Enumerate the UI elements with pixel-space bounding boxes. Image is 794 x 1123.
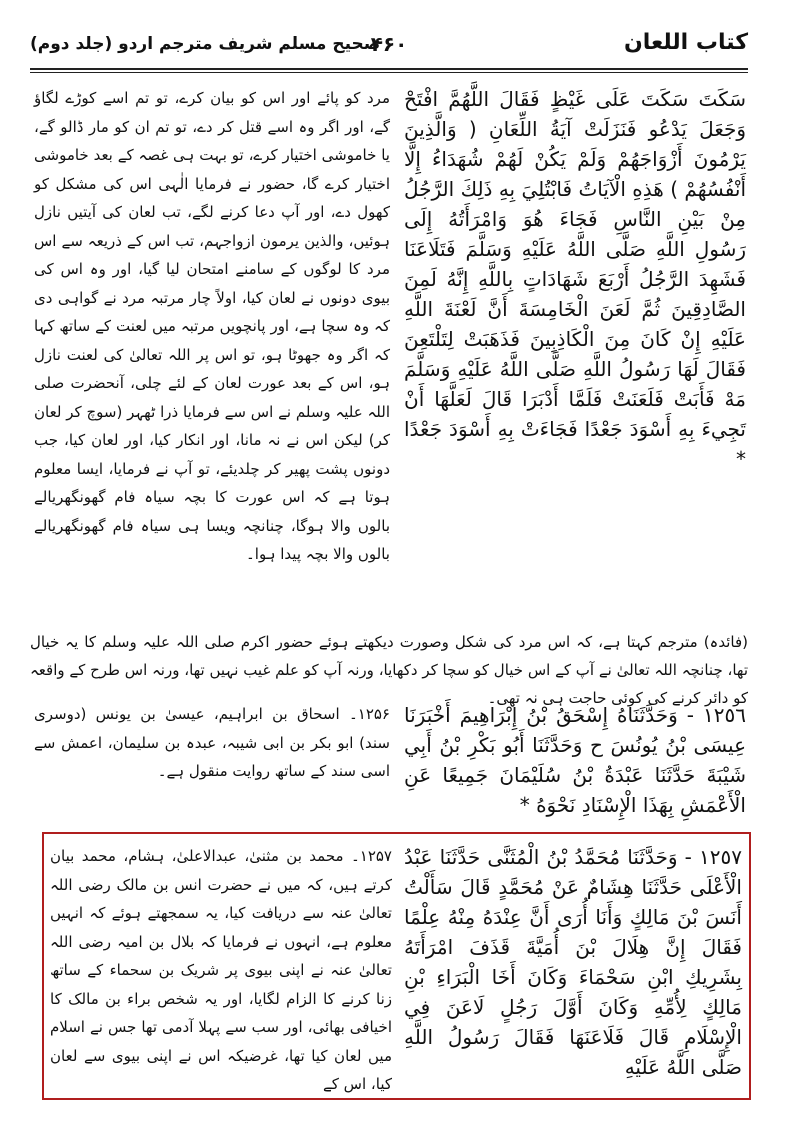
arabic-paragraph: ١٢٥٦ - وَحَدَّثَنَاهُ إِسْحَقُ بْنُ إِبْرَاهِيمَ أَخْبَرَنَا عِيسَى بْنُ يُونُسَ ح وَحَدَّثَنَا أَبُو بَكْرِ بْنُ أَبِي شَيْبَةَ حَدَّثَنَا عَبْدَةُ بْنُ سُلَيْمَانَ جَمِيعًا عَنِ الْأَعْمَشِ بِهَذَا الْإِسْنَادِ نَحْوَهُ * [404, 703, 746, 817]
header-rule [30, 68, 748, 70]
translator-note: (فائدہ) مترجم کہتا ہے، کہ اس مرد کی شکل وصورت دیکھتے ہوئے حضور اکرم صلی اللہ علیہ وسلم کا یہ خیال تھا، چنانچہ اللہ تعالیٰ نے آپ کے اس خیال کو سچا کر دکھایا، ورنہ آپ کو علم غیب نہیں تھا، ورنہ اس طرح کے واقعہ کو دائر کرنے کی کوئی حاجت ہی نہ تھی۔ [30, 633, 748, 707]
header-rule-thin [30, 72, 748, 73]
chapter-title: كتاب اللعان [623, 30, 748, 55]
arabic-paragraph: سَكَتَ سَكَتَ عَلَى غَيْظٍ فَقَالَ اللَّهُمَّ افْتَحْ وَجَعَلَ يَدْعُو فَنَزَلَتْ آيَةُ اللِّعَانِ ( وَالَّذِينَ يَرْمُونَ أَزْوَاجَهُمْ وَلَمْ يَكُنْ لَهُمْ شُهَدَاءُ إِلَّا أَنْفُسُهُمْ ) هَذِهِ الْآيَاتُ فَابْتُلِيَ بِهِ ذَلِكَ الرَّجُلُ مِنْ بَيْنِ النَّاسِ فَجَاءَ هُوَ وَامْرَأَتُهُ إِلَى رَسُولِ اللَّهِ صَلَّى اللَّهُ عَلَيْهِ وَسَلَّمَ فَتَلَاعَنَا فَشَهِدَ الرَّجُلُ أَرْبَعَ شَهَادَاتٍ بِاللَّهِ إِنَّهُ لَمِنَ الصَّادِقِينَ ثُمَّ لَعَنَ الْخَامِسَةَ أَنَّ لَعْنَةَ اللَّهِ عَلَيْهِ إِنْ كَانَ مِنَ الْكَاذِبِينَ فَذَهَبَتْ لِتَلْتَعِنَ فَقَالَ لَهَا رَسُولُ اللَّهِ صَلَّى اللَّهُ عَلَيْهِ وَسَلَّمَ مَهْ فَأَبَتْ فَلَعَنَتْ فَلَمَّا أَدْبَرَا قَالَ لَعَلَّهَا أَنْ تَجِيءَ بِهِ أَسْوَدَ جَعْدًا فَجَاءَتْ بِهِ أَسْوَدَ جَعْدًا * [404, 87, 746, 471]
arabic-text-section1 [404, 84, 746, 514]
page-number: ۴۶۰ [370, 32, 408, 56]
arabic-hadith-1256 [404, 700, 746, 825]
urdu-paragraph: مرد کو پائے اور اس کو بیان کرے، تو تم اسے کوڑے لگاؤ گے، اور اگر وہ اسے قتل کر دے، تو تم ان کو مار ڈالو گے، یا خاموشی اختیار کرے، تو بہت ہی غصہ کے بعد خاموشی اختیار کرے گا، حضور نے فرمایا الٰہی اس کی مشکل کو کھول دے، اور آپ دعا کرنے لگے، تب لعان کی آیتیں نازل ہوئیں، والذین یرمون ازواجہم، تب اس کے ذریعہ سے اس مرد کا لوگوں کے سامنے امتحان لیا گیا، اور وہ اس کی بیوی دونوں نے لعان کیا، اولاً چار مرتبہ مرد نے گواہی دی کہ وہ سچا ہے، اور پانچویں مرتبہ میں لعنت کے ساتھ کہا کہ اگر وہ جھوٹا ہو، تو اس پر اللہ تعالیٰ کی لعنت نازل ہو، اس کے بعد عورت لعان کے لئے چلی، آنحضرت صلی اللہ علیہ وسلم نے اس سے فرمایا ذرا ٹھہر (سوچ کر لعان کر) لیکن اس نے نہ مانا، اور انکار کیا، اور لعان کیا، جب دونوں پشت پھیر کر چلدیئے، تو آپ نے فرمایا، ایسا معلوم ہوتا ہے کہ اس عورت کا بچہ سیاہ فام گھونگھریالے بالوں والا ہوگا، چنانچہ ویسا ہی سیاہ فام گھونگھریالے بالوں والا بچہ پیدا ہوا۔ [34, 89, 390, 563]
book-title: صحیح مسلم شریف مترجم اردو (جلد دوم) [30, 34, 381, 54]
urdu-translation-section1 [34, 84, 390, 624]
arabic-hadith-1257 [404, 842, 742, 1092]
page-header [30, 28, 748, 66]
urdu-hadith-1256 [34, 700, 390, 825]
arabic-paragraph: ١٢٥٧ - وَحَدَّثَنَا مُحَمَّدُ بْنُ الْمُثَنَّى حَدَّثَنَا عَبْدُ الْأَعْلَى حَدَّثَنَا هِشَامٌ عَنْ مُحَمَّدٍ قَالَ سَأَلْتُ أَنَسَ بْنَ مَالِكٍ وَأَنَا أُرَى أَنَّ عِنْدَهُ مِنْهُ عِلْمًا فَقَالَ إِنَّ هِلَالَ بْنَ أُمَيَّةَ قَذَفَ امْرَأَتَهُ بِشَرِيكِ ابْنِ سَحْمَاءَ وَكَانَ أَخَا الْبَرَاءِ بْنِ مَالِكٍ لِأُمِّهِ وَكَانَ أَوَّلَ رَجُلٍ لَاعَنَ فِي الْإِسْلَامِ قَالَ فَلَاعَنَهَا فَقَالَ رَسُولُ اللَّهِ صَلَّى اللَّهُ عَلَيْهِ [404, 845, 742, 1079]
urdu-paragraph: ۱۲۵۷۔ محمد بن مثنیٰ، عبدالاعلیٰ، ہشام، محمد بیان کرتے ہیں، کہ میں نے حضرت انس بن مالک رضی اللہ تعالیٰ عنہ سے دریافت کیا، یہ سمجھتے ہوئے کہ انہیں معلوم ہے، انہوں نے فرمایا کہ بلال بن امیہ رضی اللہ تعالیٰ عنہ نے اپنی بیوی پر شریک بن سحماء کے ساتھ زنا کرنے کا الزام لگایا، اور یہ شخص براء بن مالک کا اخیافی بھائی، اور سب سے پہلا آدمی تھا جس نے اسلام میں لعان کیا تھا، غرضیکہ اس نے اپنی بیوی سے لعان کیا، اس کے [50, 847, 392, 1093]
urdu-hadith-1257 [50, 842, 392, 1092]
urdu-paragraph: ۱۲۵۶۔ اسحاق بن ابراہیم، عیسیٰ بن یونس (دوسری سند) ابو بکر بن ابی شیبہ، عبدہ بن سلیمان، اعمش سے اسی سند کے ساتھ روایت منقول ہے۔ [34, 705, 390, 780]
